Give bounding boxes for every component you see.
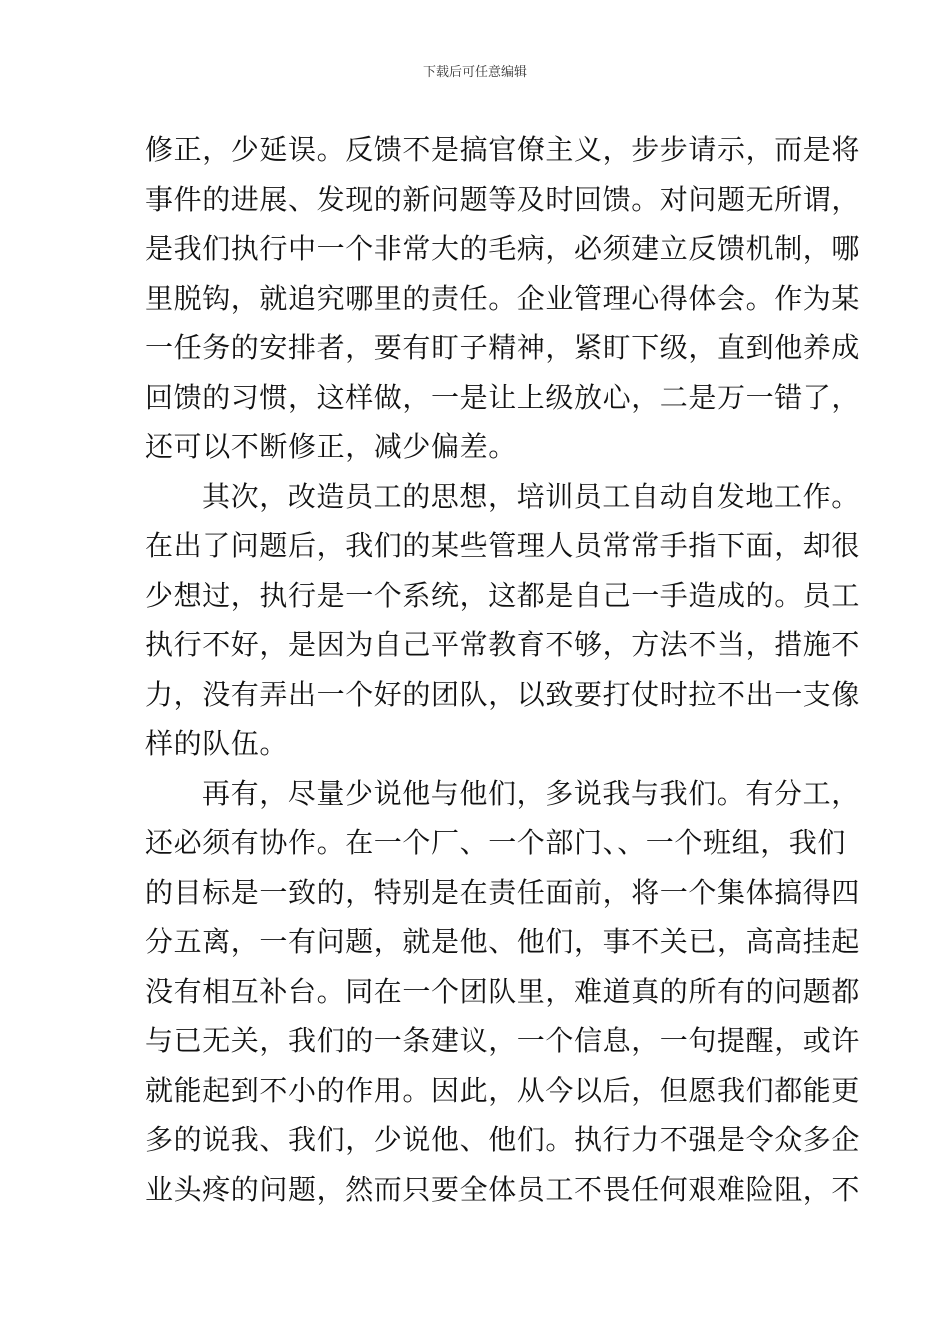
page-header-note: 下载后可任意编辑 [422,65,527,80]
paragraph-first-line: 再有，尽量少说他与他们，多说我与我们。有分工， [202,776,860,810]
text-line: 事件的进展、发现的新问题等及时回馈。对问题无所谓， [145,182,861,216]
text-line: 的目标是一致的，特别是在责任面前，将一个集体搞得四 [145,875,861,909]
text-line: 没有相互补台。同在一个团队里，难道真的所有的问题都 [145,974,861,1008]
body-text [145,125,861,1214]
text-line: 还必须有协作。在一个厂、一个部门、、一个班组，我们 [145,826,847,859]
text-line: 力，没有弄出一个好的团队，以致要打仗时拉不出一支像 [145,677,861,711]
text-line: 修正，少延误。反馈不是搞官僚主义，步步请示，而是将 [145,133,861,166]
text-line: 在出了问题后，我们的某些管理人员常常手指下面，却很 [145,529,861,562]
text-line: 多的说我、我们，少说他、他们。执行力不强是令众多企 [145,1123,861,1156]
text-line: 分五离，一有问题，就是他、他们，事不关已，高高挂起 [145,925,861,958]
text-line: 还可以不断修正，减少偏差。 [145,430,517,463]
text-line: 执行不好，是因为自己平常教育不够，方法不当，措施不 [145,628,861,661]
text-line: 一任务的安排者，要有盯子精神，紧盯下级，直到他养成 [145,331,861,364]
text-line: 是我们执行中一个非常大的毛病，必须建立反馈机制，哪 [145,232,861,265]
text-line: 与已无关，我们的一条建议，一个信息，一句提醒，或许 [145,1024,861,1057]
text-line: 回馈的习惯，这样做，一是让上级放心，二是万一错了， [145,380,861,414]
text-line: 少想过，执行是一个系统，这都是自己一手造成的。员工 [145,578,861,612]
paragraph-first-line: 其次，改造员工的思想，培训员工自动自发地工作。 [202,479,860,513]
text-line: 就能起到不小的作用。因此，从今以后，但愿我们都能更 [145,1073,861,1107]
text-line: 里脱钩，就追究哪里的责任。企业管理心得体会。作为某 [145,281,861,315]
text-line: 业头疼的问题，然而只要全体员工不畏任何艰难险阻，不 [145,1172,861,1206]
text-line: 样的队伍。 [145,727,289,760]
